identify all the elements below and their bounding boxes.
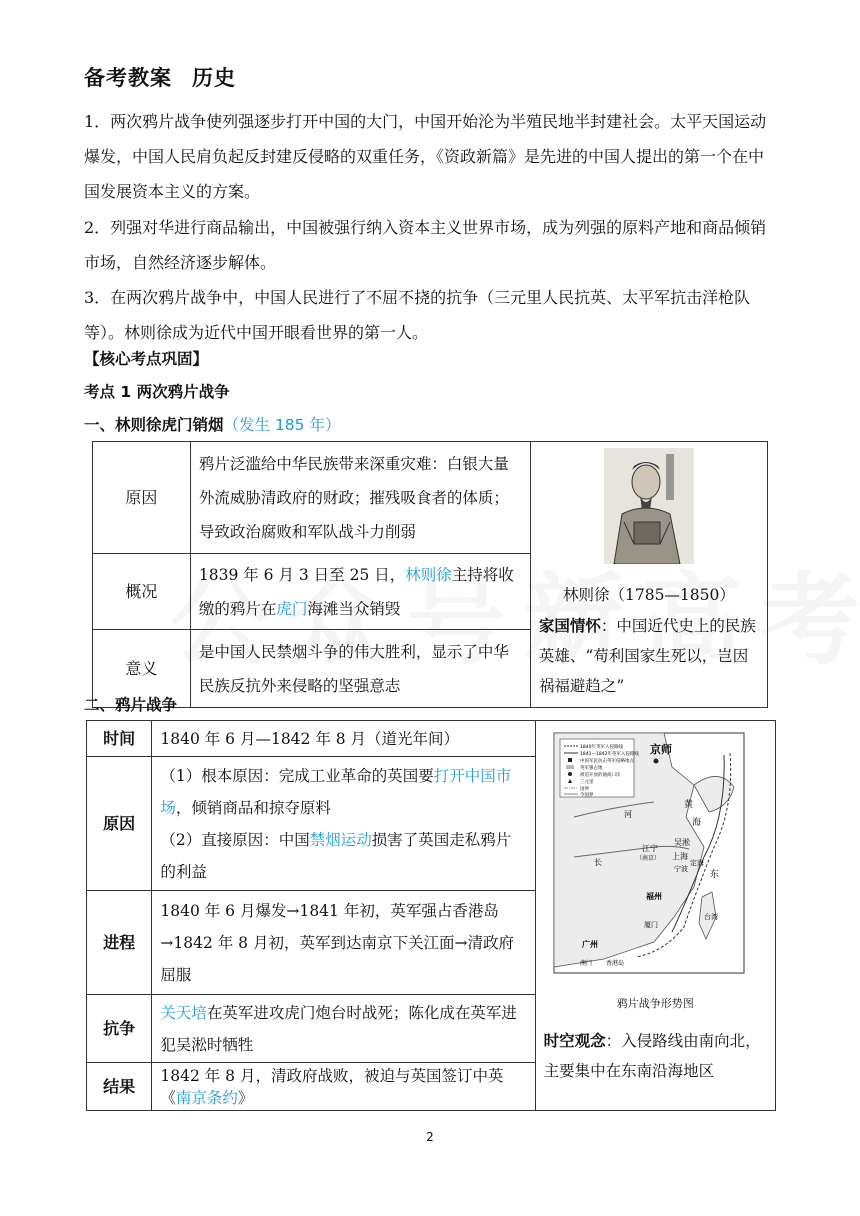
overview-text-e: 海滩当众销毁 [307, 599, 401, 618]
row-label-significance: 意义 [93, 630, 191, 708]
portrait-caption: 林则徐（1785—1850） [562, 586, 735, 604]
row-text-cause: 鸦片泛滥给中华民族带来深重灾难：白银大量外流威胁清政府的财政；摧残吸食者的体质；导致政治腐败和军队战斗力削弱 [190, 442, 530, 554]
map-label-xiamen: 厦门 [643, 921, 658, 929]
map-label-macau: 澳门 [579, 960, 592, 967]
intro-paragraph-1: 1．两次鸦片战争使列强逐步打开中国的大门，中国开始沦为半殖民地半封建社会。太平天国运动爆发，中国人民肩负起反封建反侵略的双重任务，《资政新篇》是先进的中国人提出的第一个在中国发展资本主义的方案。 [84, 112, 767, 201]
cause-direct-a: （2）直接原因：中国 [160, 830, 310, 849]
row-label-cause: 原因 [93, 442, 191, 554]
side-label-family-country: 家国情怀 [538, 617, 601, 635]
cause-root-a: （1）根本原因：完成工业革命的英国要 [160, 766, 434, 785]
map-legend-7: 国界 [579, 787, 589, 792]
row-text-cause2 [152, 757, 535, 891]
lin-zexu-table [92, 441, 768, 708]
opium-war-map-image [544, 727, 754, 977]
title-left: 备考教案 [84, 66, 172, 90]
map-label-hai: 海 [691, 818, 701, 828]
lin-zexu-side-cell [530, 442, 767, 708]
row-label-result: 结果 [87, 1063, 152, 1111]
row-label-cause2: 原因 [87, 757, 152, 891]
side-text-family-country: ：中国近代史上的民族英雄、“苟利国家生死以，岂因祸福避趋之” [538, 617, 756, 695]
cause-direct-c: 损害了英国走私鸦片的利益 [160, 830, 512, 881]
part1-heading-note: （发生 185 年） [223, 416, 341, 434]
part1-heading [84, 413, 340, 435]
result-c: 》 [237, 1088, 254, 1107]
intro-paragraph-2: 2．列强对华进行商品输出，中国被强行纳入资本主义世界市场，成为列强的原料产地和商品倾销市场，自然经济逐步解体。 [84, 218, 767, 272]
family-country-note [539, 611, 759, 701]
row-label-process: 进程 [87, 891, 152, 995]
topic-heading: 考点 1 两次鸦片战争 [84, 383, 230, 401]
overview-text-a: 1839 年 6 月 3 日至 25 日， [198, 565, 406, 584]
cause-direct-ban: 禁烟运动 [309, 830, 372, 849]
result-treaty: 南京条约 [175, 1088, 238, 1107]
row-text-resist [152, 995, 535, 1063]
part1-heading-text: 一、林则徐虎门销烟 [84, 416, 224, 434]
row-label-overview: 概况 [93, 554, 191, 630]
map-legend-5: 被迫开放的通商口岸 [579, 773, 621, 778]
page-title [84, 62, 236, 92]
title-right: 历史 [192, 66, 236, 90]
map-label-ningbo: 宁波 [673, 865, 688, 873]
row-text-significance: 是中国人民禁烟斗争的伟大胜利，显示了中华民族反抗外来侵略的坚强意志 [190, 630, 530, 708]
row-label-resist: 抗争 [87, 995, 152, 1063]
row-text-time: 1840 年 6 月—1842 年 8 月（道光年间） [152, 721, 535, 757]
map-label-dinghai: 定海 [689, 859, 704, 867]
opium-war-table [86, 720, 776, 1111]
opium-war-side-cell [535, 721, 775, 1111]
row-text-overview [190, 554, 530, 630]
map-label-he: 河 [623, 810, 632, 819]
lin-zexu-portrait-image [604, 448, 694, 564]
map-label-nanjing: （南京） [635, 855, 660, 862]
map-label-jingshi: 京师 [649, 743, 672, 756]
row-text-process: 1840 年 6 月爆发→1841 年初，英军强占香港岛→1842 年 8 月初，英军到达南京下关江面→清政府屈服 [152, 891, 535, 995]
cause-root-market: 打开中国市场 [160, 766, 512, 817]
map-legend-8: 今国界 [579, 793, 594, 798]
resist-text: 在英军进攻虎门炮台时战死；陈化成在英军进犯吴淞时牺牲 [160, 1003, 517, 1054]
part2-heading: 二、鸦片战争 [84, 696, 178, 714]
resist-guan-tianpei: 关天培 [160, 1003, 207, 1022]
map-label-jiangning: 江宁 [641, 844, 658, 853]
map-label-fuzhou: 福州 [645, 892, 662, 901]
overview-text-humen: 虎门 [276, 599, 308, 618]
row-text-result [152, 1063, 535, 1111]
map-label-dong: 东 [709, 870, 719, 880]
map-legend-4: 英军强占地 [579, 766, 603, 771]
page-number: 2 [426, 1130, 434, 1144]
map-label-taiwan: 台湾 [703, 913, 718, 921]
map-label-huang: 黄 [683, 800, 693, 810]
result-a: 1842 年 8 月，清政府战败，被迫与英国签订中英《 [160, 1066, 504, 1107]
map-legend-3: 中国军民抗击英军侵略地点 [579, 759, 634, 764]
overview-text-c: 主持将收缴的鸦片在 [198, 565, 514, 618]
map-label-hongkong: 香港岛 [605, 960, 624, 967]
map-legend-6: 三元里 [579, 780, 594, 785]
map-label-guangzhou: 广州 [581, 940, 598, 949]
section-heading: 【核心考点巩固】 [84, 350, 209, 368]
cause-root-c: ，倾销商品和掠夺原料 [175, 798, 331, 817]
map-legend-2: 1841—1842年英军入侵路线 [579, 752, 639, 757]
intro-paragraph-3: 3．在两次鸦片战争中，中国人民进行了不屈不挠的抗争（三元里人民抗英、太平军抗击洋枪队等）。林则徐成为近代中国开眼看世界的第一人。 [84, 288, 751, 342]
map-label-wusong: 吴淞 [673, 838, 690, 847]
side-text-time-space: ：入侵路线由南向北，主要集中在东南沿海地区 [543, 1032, 761, 1080]
map-label-shanghai: 上海 [671, 852, 688, 861]
map-legend-1: 1840年英军入侵路线 [579, 745, 623, 750]
overview-text-lin-zexu: 林则徐 [405, 565, 452, 584]
cause-direct [160, 824, 526, 888]
map-label-chang: 长 [593, 858, 602, 867]
row-label-time: 时间 [87, 721, 152, 757]
map-caption: 鸦片战争形势图 [616, 997, 694, 1010]
cause-root [160, 760, 526, 824]
time-space-note [544, 1026, 767, 1086]
side-label-time-space: 时空观念 [543, 1032, 606, 1050]
